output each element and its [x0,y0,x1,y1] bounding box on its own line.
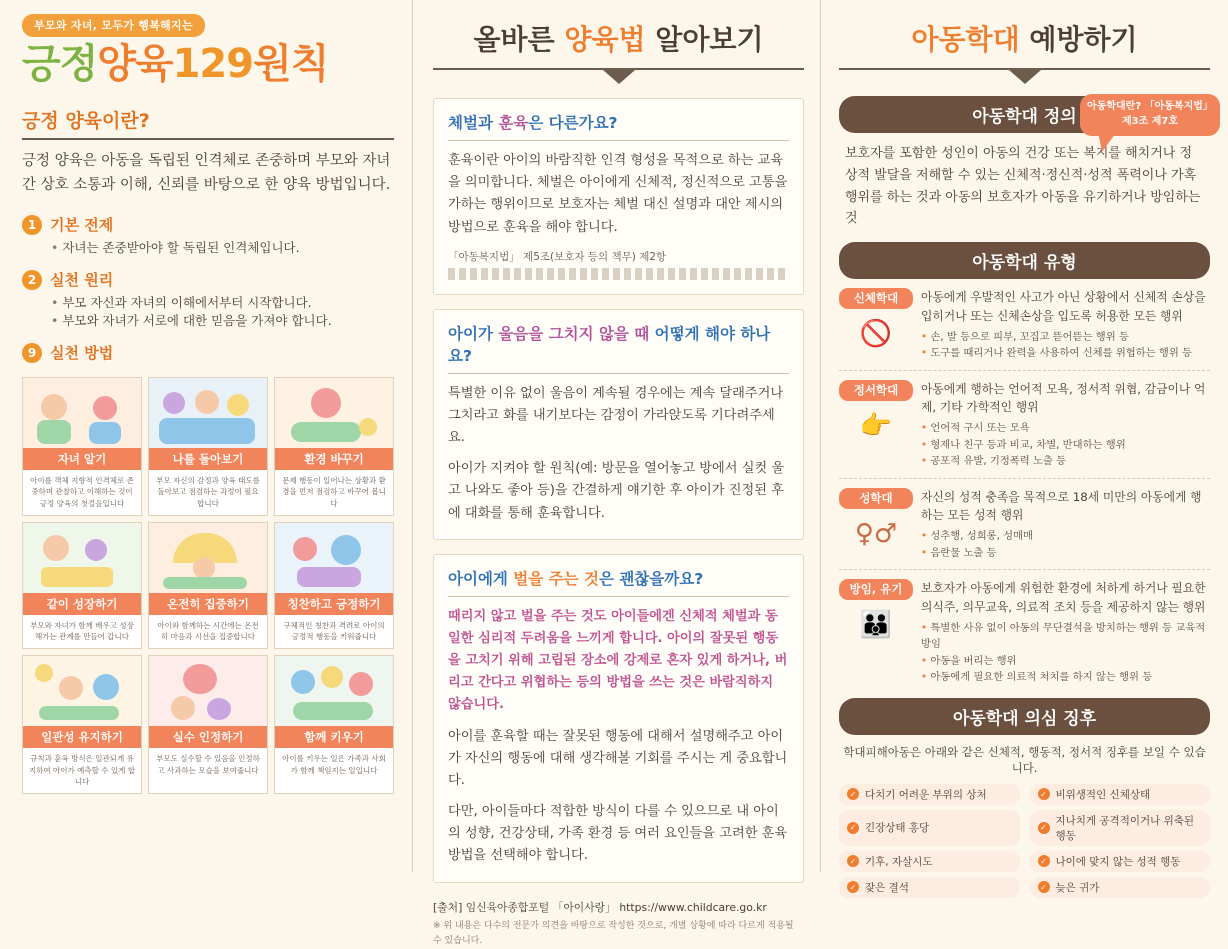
qa-answer: 훈육이란 아이의 바람직한 인격 형성을 목적으로 하는 교육을 의미합니다. 체벌은 아이에게 신체적, 정신적으로 고통을 가하는 행위이므로 보호자는 체벌 대신 설명과 대안 제시의 방법으로 훈육을 해야 합니다. [448,153,788,235]
check-icon: ✓ [847,855,859,867]
principle-list [22,214,394,363]
sign-label: 다치기 어려운 부위의 상처 [865,788,987,801]
card-caption: 같이 성장하기 [23,593,141,615]
method-card-grid [22,377,394,794]
sign-label: 긴장상태 홍당 [865,822,930,835]
card-illustration [23,656,141,726]
card-desc: 아이를 객체 지향적 인격체로 존중하며 관찰하고 이해하는 것이 긍정 양육의 첫걸음입니다 [30,476,134,508]
qa-card [433,98,804,295]
card-caption: 실수 인정하기 [149,726,267,748]
method-card [274,377,394,516]
header-highlight: 양육법 [564,23,646,56]
card-desc: 규칙과 훈육 방식은 일관되게 유지하여 아이가 예측할 수 있게 합니다 [28,754,136,786]
chevron-down-icon [1009,70,1041,84]
title-part-b: 양육 [97,41,173,87]
method-card [22,377,142,516]
sign-label: 기후, 자살시도 [865,855,933,868]
item-title: 실천 방법 [50,344,114,363]
sign-item [839,810,1020,846]
sign-label: 나이에 맞지 않는 성적 행동 [1055,855,1181,868]
method-card [274,522,394,650]
sign-label: 비위생적인 신체상태 [1055,788,1151,801]
sub-item: • 부모와 자녀가 서로에 대한 믿음을 가져야 합니다. [51,312,394,331]
ribbon-label: 부모와 자녀, 모두가 행복해지는 [22,14,205,37]
card-illustration [275,523,393,593]
signs-grid [839,784,1210,898]
abuse-type-row [839,488,1210,562]
qa-question [448,111,789,141]
column-positive-parenting [0,0,412,872]
check-icon: ✓ [1038,855,1050,867]
card-desc: 문제 행동이 일어나는 상황과 환경을 먼저 점검하고 바꾸어 봅니다 [282,476,386,508]
column-header [839,14,1210,68]
method-card [148,522,268,650]
type-lead: 자신의 성적 충족을 목적으로 18세 미만의 아동에게 행하는 모든 성적 행위 [921,489,1202,523]
method-card [22,522,142,650]
card-desc: 부모와 자녀가 함께 배우고 성장해가는 관계를 만들어 갑니다 [30,620,134,642]
q-tail: 은 괜찮을까요? [598,569,704,588]
list-item [22,269,394,290]
type-icon-block [839,579,913,685]
qa-answer: 아이를 훈육할 때는 잘못된 행동에 대해서 설명해주고 아이가 자신의 행동에 대해 생각해볼 기회를 주시는 게 중요합니다. [448,728,788,788]
header-part-a: 올바른 [473,23,565,56]
divider [839,569,1210,570]
section-lead: 긍정 양육은 아동을 독립된 인격체로 존중하며 부모와 자녀 간 상호 소통과 이해, 신뢰를 바탕으로 한 양육 방법입니다. [22,153,391,193]
title-part-c: 원칙 [253,41,329,87]
bullet: • 아동을 버리는 행위 [921,653,1210,669]
column-header-rule [433,14,804,70]
qa-answer: 다만, 아이들마다 적합한 방식이 다를 수 있으므로 내 아이의 성향, 건강상태, 가족 환경 등 여러 요인들을 고려한 훈육 방법을 선택해야 합니다. [448,804,788,864]
bullet: • 특별한 사유 없이 아동의 무단결석을 방치하는 행위 등 교육적 방임 [921,620,1210,653]
source-line: [출처] 임신육아종합포털 「아이사랑」 https://www.childcare.go.kr [433,900,767,914]
source-footnote: ※ 위 내용은 다수의 전문가 의견을 바탕으로 작성한 것으로, 개별 상황에 따라 다르게 적용될 수 있습니다. [433,920,794,947]
section-heading: 긍정 양육이란? [22,106,394,140]
chevron-down-icon [603,70,635,84]
card-illustration [149,523,267,593]
definition-body: 보호자를 포함한 성인이 아동의 건강 또는 복지를 해치거나 정상적 발달을 저해할 수 있는 신체적·정신적·성적 폭력이나 가혹행위를 하는 것과 아동의 보호자가 아동을 유기하거나 방임하는 것 [845,146,1201,227]
type-body [921,380,1210,470]
bullet: • 아동에게 필요한 의료적 처치를 하지 않는 행위 등 [921,669,1210,685]
abuse-type-row [839,380,1210,470]
sign-label: 지나치게 공격적이거나 위축된 행동 [1055,814,1195,842]
q-part-a: 아이가 [448,324,499,343]
type-icon-block [839,488,913,562]
type-icon-block [839,288,913,362]
method-card [274,655,394,794]
qa-card [433,309,804,540]
signs-lead: 학대피해아동은 아래와 같은 신체적, 행동적, 정서적 징후를 보일 수 있습니다. [843,744,1206,775]
card-caption: 환경 바꾸기 [275,448,393,470]
type-body [921,579,1210,685]
physical-abuse-icon: 🚫 [859,319,893,350]
type-chip: 방임, 유기 [839,579,913,600]
abuse-type-row [839,288,1210,362]
page-title [22,41,394,87]
title-part-a: 긍정 [22,41,98,87]
item-title: 기본 전제 [50,215,114,234]
sign-item [839,851,1020,872]
type-chip: 정서학대 [839,380,913,401]
qa-answer: 아이가 지켜야 할 원칙(예: 방문을 열어놓고 방에서 실컷 울고 나와도 좋아 등)을 간결하게 얘기한 후 아이가 진정된 후에 대화를 통해 훈육합니다. [448,461,785,521]
gender-symbols-icon: ♀♂ [854,518,898,549]
bullet: • 공포적 유발, 기정폭력 노출 등 [921,453,1210,469]
item-number: 1 [22,215,42,235]
q-mid: 과 [477,114,499,132]
card-illustration [275,656,393,726]
qa-legal-note: 「아동복지법」 제5조(보호자 등의 책무) 제2항 [448,250,667,263]
bullet: • 도구를 때리거나 완력을 사용하여 신체를 위협하는 행위 등 [921,345,1210,361]
types-title: 아동학대 유형 [839,242,1210,279]
qa-answer-emphasis: 때리지 않고 벌을 주는 것도 아이들에겐 신체적 체벌과 동일한 심리적 두려움을 느끼게 합니다. 아이의 잘못된 행동을 고치기 위해 고립된 장소에 강제로 혼자 있게 하거나, 버리고 간다고 위협하는 등의 방법을 쓰는 것은 바람직하지 않습니다. [448,608,788,713]
check-icon: ✓ [1038,822,1050,834]
sub-item: • 자녀는 존중받아야 할 독립된 인격체입니다. [51,239,394,258]
card-caption: 나를 돌아보기 [149,448,267,470]
abandoned-child-icon: 👪 [859,610,893,641]
qa-answer: 특별한 이유 없이 울음이 계속될 경우에는 계속 달래주거나 그치라고 화를 내기보다는 감정이 가라앉도록 기다려주세요. [448,385,784,446]
card-caption: 칭찬하고 긍정하기 [275,593,393,615]
type-lead: 아동에게 우발적인 사고가 아닌 상황에서 신체적 손상을 입히거나 또는 신체손상을 입도록 허용한 모든 행위 [921,290,1206,323]
card-desc: 아이와 함께하는 시간에는 온전히 마음과 시선을 집중합니다 [157,620,259,642]
bullet: • 언어적 구시 또는 모욕 [921,420,1210,436]
card-illustration [275,378,393,448]
card-illustration [23,378,141,448]
method-card [22,655,142,794]
q-tail: 은 다른가요? [528,114,618,132]
check-icon: ✓ [1038,788,1050,800]
card-caption: 일관성 유지하기 [23,726,141,748]
card-desc: 아이를 키우는 일은 가족과 사회가 함께 책임지는 일입니다 [282,754,386,775]
sign-item [1030,784,1211,805]
type-body [921,288,1210,362]
list-item [22,342,394,363]
q-part-b: 벌을 주는 것 [513,569,599,588]
bullet: • 음란물 노출 등 [921,545,1210,561]
card-desc: 부모 자신의 감정과 양육 태도를 돌아보고 점검하는 과정이 필요합니다 [156,476,260,508]
item-number: 2 [22,270,42,290]
q-part-a: 아이에게 [448,569,514,588]
type-chip: 성학대 [839,488,913,509]
card-illustration [149,378,267,448]
column-abuse-prevention [820,0,1228,894]
card-caption: 자녀 알기 [23,448,141,470]
header-part-b: 알아보기 [645,23,764,56]
divider [839,370,1210,371]
type-body [921,488,1210,562]
column-parenting-methods [412,0,820,947]
check-icon: ✓ [847,788,859,800]
type-bullets [921,528,1210,561]
qa-question [448,322,789,374]
card-caption: 함께 키우기 [275,726,393,748]
definition-title: 아동학대 정의 [839,96,1210,133]
signs-title: 아동학대 의심 징후 [839,698,1210,735]
sign-item [1030,877,1211,898]
type-icon-block [839,380,913,470]
sign-item [839,784,1020,805]
sign-label: 잦은 결석 [865,881,909,894]
type-bullets [921,329,1210,362]
item-subs [51,294,394,332]
type-lead: 보호자가 아동에게 위험한 환경에 처하게 하거나 필요한 의식주, 의무교육, 의료적 조치 등을 제공하지 않는 행위 [921,581,1206,614]
item-number: 9 [22,343,42,363]
sign-label: 늦은 귀가 [1055,881,1100,894]
method-card [148,655,268,794]
sub-item: • 부모 자신과 자녀의 이해에서부터 시작합니다. [51,294,394,313]
item-subs [51,239,394,258]
card-illustration [149,656,267,726]
bullet: • 형제나 친구 등과 비교, 차별, 반대하는 행위 [921,437,1210,453]
qa-card [433,554,804,883]
abuse-type-row [839,579,1210,685]
type-chip: 신체학대 [839,288,913,309]
callout-badge: 아동학대란? 「아동복지법」 제3조 제7호 [1080,94,1220,136]
bullet: • 성추행, 성희롱, 성매매 [921,528,1210,544]
pointing-finger-icon: 👉 [859,410,893,441]
sign-item [1030,851,1211,872]
type-bullets [921,620,1210,686]
method-card [148,377,268,516]
qa-question [448,567,789,597]
list-item [22,214,394,235]
check-icon: ✓ [847,881,859,893]
type-lead: 아동에게 행하는 언어적 모욕, 정서적 위협, 감금이나 억제, 기타 가학적인 행위 [921,381,1206,415]
check-icon: ✓ [1038,881,1050,893]
sign-item [1030,810,1211,846]
fine-print-placeholder [448,268,789,280]
item-title: 실천 원리 [50,270,114,289]
column-header [433,14,804,68]
card-illustration [23,523,141,593]
type-bullets [921,420,1210,469]
card-desc: 구체적인 칭찬과 격려로 아이의 긍정적 행동을 키워줍니다 [283,620,385,642]
bullet: • 손, 발 등으로 피부, 꼬집고 뜯어뜯는 행위 등 [921,329,1210,345]
card-desc: 부모도 실수할 수 있음을 인정하고 사과하는 모습을 보여줍니다 [156,754,260,775]
divider [839,478,1210,479]
column-header-rule [839,14,1210,70]
title-number: 129 [172,41,254,87]
check-icon: ✓ [847,822,859,834]
card-caption: 온전히 집중하기 [149,593,267,615]
header-part-b: 예방하기 [1019,23,1138,56]
q-part-b: 울음을 그치지 않을 때 [498,324,650,343]
header-highlight: 아동학대 [911,23,1020,56]
q-part-a: 체벌 [448,114,478,132]
sign-item [839,877,1020,898]
q-part-b: 훈육 [498,114,529,132]
q-tail: 어떻게 해야 하나요? [448,324,771,365]
